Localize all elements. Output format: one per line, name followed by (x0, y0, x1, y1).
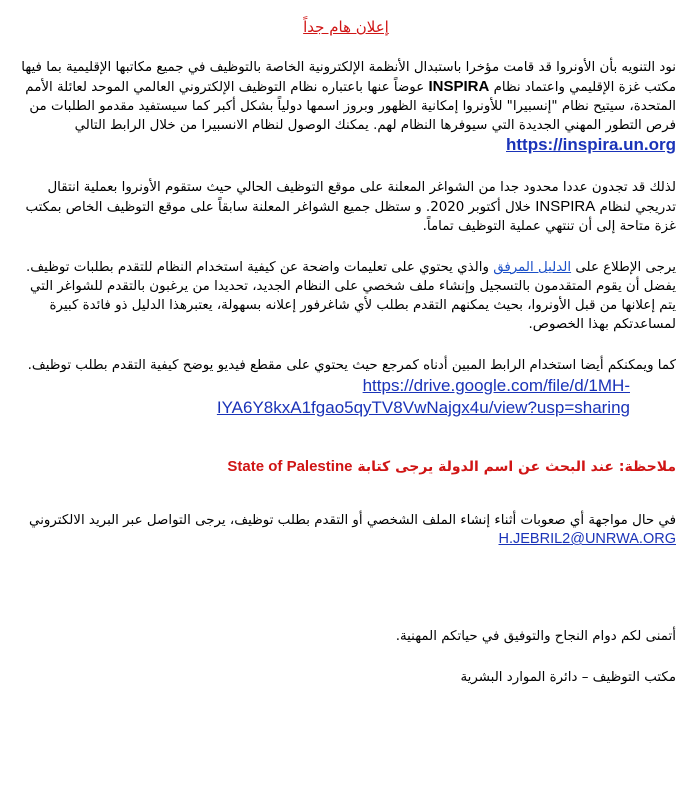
guide-text-a: يرجى الإطلاع على (575, 260, 676, 275)
drive-url-line-2: IYA6Y8kxA1fgao5qyTV8VwNajgx4u/view?usp=sharing (216, 398, 630, 417)
contact-text: في حال مواجهة أي صعوبات أثناء إنشاء الملف الشخصي أو التقدم بطلب توظيف، يرجى التواصل عبر البريد الالكتروني (29, 513, 676, 528)
closing-signature: مكتب التوظيف – دائرة الموارد البشرية (460, 670, 676, 685)
paragraph-inspira-intro (16, 58, 676, 156)
intro-text-b: عوضاً عنها باعتباره نظام التوظيف الإلكتروني العالمي الموحد لعائلة الأمم المتحدة، سيتيح نظام "إنسبيرا" للأونروا إمكانية الظهور وبروز اسمها دولياً بشكل أكبر كما سيستفيد مقدمو الطلبات من فرص التطور المهني الجديدة التي سيوفرها النظام لهم. يمكنك الوصول لنظام الانسبيرا من خلال الرابط التالي (25, 80, 676, 133)
announcement-title: إعلان هام جداً (303, 18, 389, 36)
paragraph-transition (16, 178, 676, 236)
contact-email-link[interactable]: H.JEBRIL2@UNRWA.ORG (498, 531, 676, 547)
intro-text-a: نود التنويه بأن الأونروا قد قامت مؤخرا باستبدال الأنظمة الإلكترونية الخاصة بالتوظيف في جميع مكاتبها الإقليمية بما فيها مكتب غزة الإقليمي واعتماد نظام (21, 60, 676, 95)
paragraph-guide (16, 258, 676, 334)
closing-wish: أتمنى لكم دوام النجاح والتوفيق في حياتكم المهنية. (395, 629, 676, 644)
inspira-brand-2: INSPIRA (535, 198, 596, 215)
inspira-brand: INSPIRA (428, 78, 490, 95)
attached-guide-link[interactable]: الدليل المرفق (493, 260, 572, 275)
video-text: كما ويمكنكم أيضا استخدام الرابط المبين أدناه كمرجع حيث يحتوي على مقطع فيديو يوضح كيفية التقدم بطلب توظيف. (27, 358, 676, 373)
note-text: ملاحظة: عند البحث عن اسم الدولة يرجى كتابة (357, 459, 676, 475)
note-country: State of Palestine (227, 458, 353, 475)
video-drive-link[interactable] (16, 375, 630, 419)
paragraph-contact (16, 511, 676, 549)
drive-url-line-1: https://drive.google.com/file/d/1MH- (362, 376, 630, 395)
country-search-note (16, 457, 676, 477)
guide-text-b: والذي يحتوي على تعليمات واضحة عن كيفية استخدام النظام للتقدم بطلبات توظيف. يفضل أن يقوم المتقدمون بالتسجيل وإنشاء ملف شخصي على النظام الجديد، تحديدا من يرغبون بالتقدم للشواغر التي يتم إعلانها من قبل الأونروا، بحيث يمكنهم التقدم بطلب لأي شاغرفور إعلانه بسهولة، يعتبرهذا الدليل ذو فائدة كبيرة لمساعدتكم بهذا الخصوص. (26, 260, 676, 332)
transition-text-a: لذلك قد تجدون عددا محدود جدا من الشواغر المعلنة على موقع التوظيف الحالي حيث ستقوم الأونروا بعملية انتقال تدريجي لنظام (47, 180, 676, 215)
transition-text-b: خلال أكتوبر 2020. و ستظل جميع الشواغر المعلنة سابقاً على موقع التوظيف الخاص بمكتب غزة متاحة إلى أن تنتهي عملية التوظيف تماماً. (25, 200, 676, 234)
inspira-url-link[interactable]: https://inspira.un.org (506, 135, 676, 154)
paragraph-video (16, 356, 676, 375)
